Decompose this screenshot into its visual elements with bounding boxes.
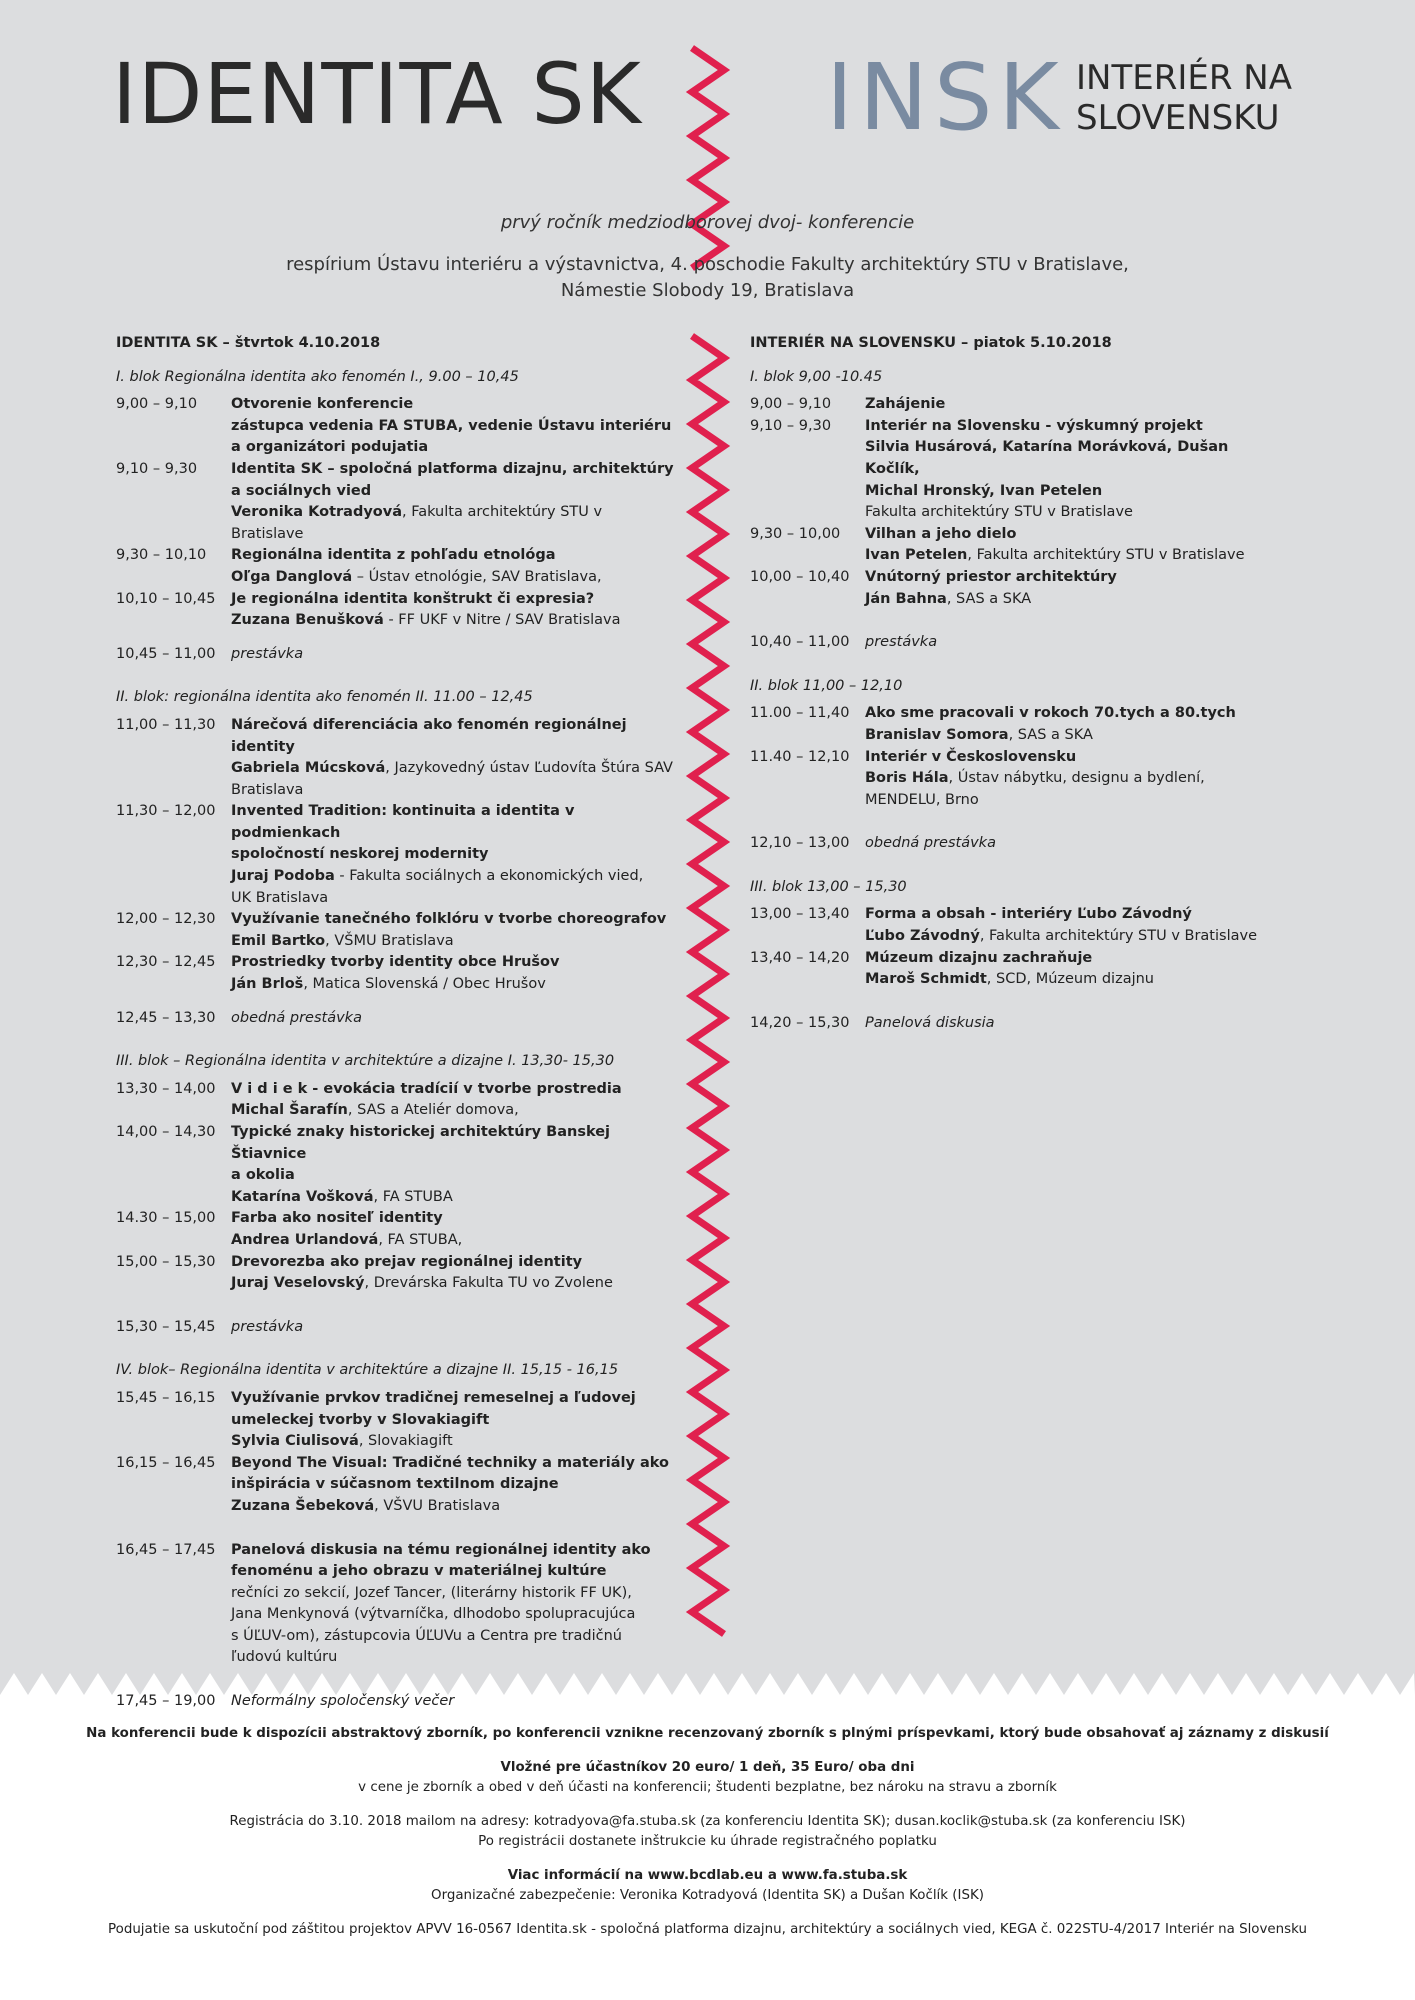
time: 11.00 – 11,40 <box>750 705 850 722</box>
identita-sk-title: IDENTITA SK <box>112 45 642 143</box>
time: 9,30 – 10,10 <box>116 547 207 564</box>
speaker-affiliation-cont: MENDELU, Brno <box>865 791 979 808</box>
block-title: IV. blok– Regionálna identita v architektúre a dizajne II. 15,15 - 16,15 <box>116 1362 619 1379</box>
time: 13,00 – 13,40 <box>750 906 850 923</box>
panel-discussion-item <box>116 1540 676 1670</box>
panel-title: Panelová diskusia na tému regionálnej identity ako <box>231 1541 651 1558</box>
time: 15,45 – 16,15 <box>116 1389 216 1406</box>
panel-detail: Jana Menkynová (výtvarníčka, dlhodobo spolupracujúca <box>231 1606 636 1623</box>
time: 14,20 – 15,30 <box>750 1014 850 1031</box>
zigzag-lower-line <box>692 336 724 1634</box>
block-title: II. blok 11,00 – 12,10 <box>750 677 903 694</box>
fee-detail: v cene je zborník a obed v deň účasti na konferencii; študenti bezplatne, bez nároku na stravu a zborník <box>358 1780 1057 1795</box>
talk-title-cont: inšpirácia v súčasnom textilnom dizajne <box>231 1476 559 1493</box>
speaker-name: Andrea Urlandová <box>231 1231 379 1248</box>
more-info-links: Viac informácií na www.bcdlab.eu a www.fa.stuba.sk <box>507 1868 908 1883</box>
venue-line2: Námestie Slobody 19, Bratislava <box>560 280 855 301</box>
speaker-name: Zuzana Benušková <box>231 612 384 629</box>
speaker-affiliation-cont: UK Bratislava <box>231 889 329 906</box>
block-title: III. blok 13,00 – 15,30 <box>750 878 907 895</box>
talk-title: Prostriedky tvorby identity obce Hrušov <box>231 954 560 971</box>
time: 9,30 – 10,00 <box>750 525 841 542</box>
zigzag-upper-line <box>692 48 724 268</box>
panel-label: Panelová diskusia <box>865 1014 995 1031</box>
break-item <box>116 1317 676 1339</box>
time: 10,45 – 11,00 <box>116 645 216 662</box>
talk-title: Regionálna identita z pohľadu etnológa <box>231 547 556 564</box>
speaker-name: Branislav Somora <box>865 726 1009 743</box>
program-item <box>116 952 676 995</box>
program-item <box>116 1252 676 1295</box>
break-label: obedná prestávka <box>865 835 996 852</box>
speaker-affiliation: , SCD, Múzeum dizajnu <box>986 971 1154 988</box>
speaker-affiliation: , VŠMU Bratislava <box>325 932 454 949</box>
talk-title: Typické znaky historickej architektúry Banskej Štiavnice <box>231 1124 611 1162</box>
program-item <box>116 394 676 459</box>
break-label: prestávka <box>231 1318 304 1335</box>
talk-title: Beyond The Visual: Tradičné techniky a materiály ako <box>231 1454 670 1471</box>
proceedings-note: Na konferencii bude k dispozícii abstraktový zborník, po konferencii vznikne recenzovaný zborník s plnými príspevkami, ktorý bude obsahovať aj záznamy z diskusií <box>86 1726 1329 1741</box>
time: 14,00 – 14,30 <box>116 1124 216 1140</box>
speaker-name: Ivan Petelen <box>865 547 968 564</box>
speaker-name: Ján Bahna <box>865 590 947 607</box>
speaker-name: Sylvia Ciulisová <box>231 1433 359 1450</box>
talk-title: Forma a obsah - interiéry Ľubo Závodný <box>865 906 1192 923</box>
speaker-affiliation: , Fakulta architektúry STU v Bratislave <box>231 504 603 542</box>
insk-subtitle-line2: SLOVENSKU <box>1076 98 1280 138</box>
time: 12,10 – 13,00 <box>750 835 850 852</box>
program-item <box>116 1208 676 1251</box>
time: 9,00 – 9,10 <box>116 396 198 413</box>
program-item <box>116 1122 676 1208</box>
time: 13,40 – 14,20 <box>750 949 850 966</box>
time: 11,30 – 12,00 <box>116 803 216 820</box>
talk-title: Múzeum dizajnu zachraňuje <box>865 949 1093 966</box>
break-label: prestávka <box>865 634 938 651</box>
program-item <box>750 567 1270 610</box>
program-item <box>116 1388 676 1453</box>
talk-title: Identita SK – spoločná platforma dizajnu, architektúry <box>231 460 674 477</box>
speaker-name: Michal Šarafín <box>231 1102 348 1119</box>
speaker-affiliation: – Ústav etnológie, SAV Bratislava, <box>352 568 602 585</box>
speaker-names: Michal Hronský, Ivan Petelen <box>865 482 1103 499</box>
talk-title-cont: a sociálnych vied <box>231 482 372 499</box>
venue-info <box>0 252 1415 304</box>
day-title: INTERIÉR NA SLOVENSKU – piatok 5.10.2018 <box>750 335 1112 351</box>
day-title: IDENTITA SK – štvrtok 4.10.2018 <box>116 335 381 351</box>
panel-discussion-item <box>750 1013 1270 1035</box>
time: 11.40 – 12,10 <box>750 748 850 765</box>
speaker-names: Silvia Husárová, Katarína Morávková, Dušan Kočlík, <box>865 439 1229 477</box>
speaker-affiliation: , Matica Slovenská / Obec Hrušov <box>303 976 546 993</box>
speaker-affiliation: , FA STUBA, <box>378 1231 463 1248</box>
speaker-affiliation: - FF UKF v Nitre / SAV Bratislava <box>383 612 621 629</box>
registration-detail: Po registrácii dostanete inštrukcie ku úhrade registračného poplatku <box>478 1834 937 1849</box>
program-item <box>116 1453 676 1518</box>
speaker-name: Maroš Schmidt <box>865 971 987 988</box>
speaker-name: Oľga Danglová <box>231 568 353 585</box>
talk-title: Nárečová diferenciácia ako fenomén regionálnej identity <box>231 716 627 755</box>
talk-title: Ako sme pracovali v rokoch 70.tych a 80.tych <box>865 705 1236 722</box>
program-item <box>116 801 676 909</box>
speaker-name: Ľubo Závodný <box>865 928 980 945</box>
time: 14.30 – 15,00 <box>116 1210 216 1227</box>
talk-title: Využívanie prvkov tradičnej remeselnej a ľudovej <box>231 1389 636 1406</box>
time: 10,40 – 11,00 <box>750 634 850 651</box>
time: 9,00 – 9,10 <box>750 396 832 413</box>
talk-title-cont: spoločností neskorej modernity <box>231 846 489 863</box>
venue-line1: respírium Ústavu interiéru a výstavnictva, 4. poschodie Fakulty architektúry STU v Bratislave, <box>286 254 1129 275</box>
break-label: obedná prestávka <box>231 1009 362 1026</box>
break-item <box>116 644 676 666</box>
time: 9,10 – 9,30 <box>116 460 198 477</box>
speaker-affiliation: , SAS a Ateliér domova, <box>347 1102 519 1119</box>
talk-title: Vnútorný priestor architektúry <box>865 568 1117 585</box>
talk-title: Otvorenie konferencie <box>231 396 414 413</box>
program-item <box>750 394 1270 416</box>
program-item <box>750 747 1270 812</box>
program-item <box>116 459 676 545</box>
speaker-affiliation: , Ústav nábytku, designu a bydlení, <box>948 770 1205 787</box>
registration-info: Registrácia do 3.10. 2018 mailom na adresy: kotradyova@fa.stuba.sk (za konferenciu Identita SK); dusan.koclik@stuba.sk (za konferenciu ISK) <box>229 1814 1186 1829</box>
speaker-name: Ján Brloš <box>231 976 304 993</box>
speaker-affiliation: , Slovakiagift <box>358 1433 453 1450</box>
speaker-affiliation: Fakulta architektúry STU v Bratislave <box>865 504 1133 521</box>
time: 12,45 – 13,30 <box>116 1009 216 1026</box>
time: 16,45 – 17,45 <box>116 1541 216 1558</box>
speaker-name: Emil Bartko <box>231 932 326 949</box>
talk-detail: a organizátori podujatia <box>231 439 429 456</box>
program-item <box>750 524 1270 567</box>
program-interier-na-slovensku <box>750 333 1270 1034</box>
sponsorship-note: Podujatie sa uskutoční pod záštitou projektov APVV 16-0567 Identita.sk - spoločná platforma dizajnu, architektúry a sociálnych vied, KEGA č. 022STU-4/2017 Interiér na Slovensku <box>108 1922 1307 1937</box>
speaker-affiliation: , Fakulta architektúry STU v Bratislave <box>979 928 1257 945</box>
talk-title: Invented Tradition: kontinuita a identita v podmienkach <box>231 803 575 841</box>
speaker-affiliation: , SAS a SKA <box>946 590 1032 607</box>
speaker-name: Gabriela Múcsková <box>231 760 386 777</box>
insk-logo-subtitle <box>1076 58 1292 138</box>
speaker-affiliation: , Fakulta architektúry STU v Bratislave <box>967 547 1245 564</box>
program-item <box>116 589 676 632</box>
speaker-affiliation: , Jazykovedný ústav Ľudovíta Štúra SAV <box>385 760 673 777</box>
talk-title-cont: umeleckej tvorby v Slovakiagift <box>231 1411 490 1428</box>
talk-title: Interiér v Československu <box>865 748 1077 765</box>
program-item <box>116 545 676 588</box>
program-item <box>116 715 676 801</box>
talk-title: V i d i e k - evokácia tradícií v tvorbe prostredia <box>231 1080 622 1097</box>
time: 15,00 – 15,30 <box>116 1253 216 1270</box>
time: 9,10 – 9,30 <box>750 417 832 434</box>
time: 10,10 – 10,45 <box>116 590 216 607</box>
insk-subtitle-line1: INTERIÉR NA <box>1076 58 1292 98</box>
talk-title: Interiér na Slovensku - výskumný projekt <box>865 417 1203 434</box>
speaker-name: Boris Hála <box>865 770 949 787</box>
speaker-affiliation: , SAS a SKA <box>1008 726 1093 743</box>
speaker-affiliation-cont: Bratislava <box>231 781 304 798</box>
insk-logo: INSK <box>826 44 1065 151</box>
talk-title-cont: a okolia <box>231 1167 295 1184</box>
break-item <box>750 833 1270 855</box>
evening-label: Neformálny spoločenský večer <box>231 1693 455 1710</box>
break-item <box>750 632 1270 654</box>
time: 16,15 – 16,45 <box>116 1454 216 1471</box>
block-title: I. blok Regionálna identita ako fenomén I., 9.00 – 10,45 <box>116 368 519 385</box>
talk-title: Vilhan a jeho dielo <box>865 525 1017 542</box>
program-item <box>750 703 1270 746</box>
speaker-name: Juraj Podoba <box>231 868 335 885</box>
speaker-name: Katarína Vošková <box>231 1188 374 1205</box>
fee-info: Vložné pre účastníkov 20 euro/ 1 deň, 35 Euro/ oba dni <box>500 1760 915 1775</box>
time: 11,00 – 11,30 <box>116 716 216 733</box>
break-label: prestávka <box>231 645 304 662</box>
conference-subtitle: prvý ročník medziodborovej dvoj- konferencie <box>500 212 915 233</box>
panel-title-cont: fenoménu a jeho obrazu v materiálnej kultúre <box>231 1563 607 1580</box>
time: 13,30 – 14,00 <box>116 1080 216 1097</box>
speaker-affiliation: - Fakulta sociálnych a ekonomických vied, <box>334 868 644 885</box>
talk-detail: zástupca vedenia FA STUBA, vedenie Ústavu interiéru <box>231 417 672 434</box>
program-item <box>116 909 676 952</box>
block-title: III. blok – Regionálna identita v architektúre a dizajne I. 13,30- 15,30 <box>116 1053 615 1070</box>
time: 12,00 – 12,30 <box>116 911 216 928</box>
talk-title: Využívanie tanečného folklóru v tvorbe choreografov <box>231 911 667 928</box>
panel-detail: ľudovú kultúru <box>231 1649 338 1666</box>
evening-item <box>116 1691 676 1713</box>
time: 17,45 – 19,00 <box>116 1693 216 1710</box>
block-title: II. blok: regionálna identita ako fenomén II. 11.00 – 12,45 <box>116 689 533 706</box>
organizers: Organizačné zabezpečenie: Veronika Kotradyová (Identita SK) a Dušan Kočlík (ISK) <box>431 1888 984 1903</box>
panel-detail: rečníci zo sekcií, Jozef Tancer, (literárny historik FF UK), <box>231 1584 632 1601</box>
speaker-affiliation: , VŠVU Bratislava <box>374 1497 501 1514</box>
program-item <box>750 416 1270 524</box>
program-identita-sk <box>116 333 676 1713</box>
footer-info <box>0 1724 1415 1940</box>
talk-title: Farba ako nositeľ identity <box>231 1210 443 1227</box>
program-item <box>116 1079 676 1122</box>
talk-title: Drevorezba ako prejav regionálnej identity <box>231 1253 583 1270</box>
program-item <box>750 904 1270 947</box>
program-item <box>750 948 1270 991</box>
panel-detail: s ÚĽUV-om), zástupcovia ÚĽUVu a Centra pre tradičnú <box>231 1627 622 1644</box>
time: 12,30 – 12,45 <box>116 954 216 971</box>
talk-title: Zahájenie <box>865 396 946 413</box>
time: 10,00 – 10,40 <box>750 568 850 585</box>
speaker-affiliation: , FA STUBA <box>373 1188 453 1205</box>
block-title: I. blok 9,00 -10.45 <box>750 368 883 385</box>
speaker-name: Zuzana Šebeková <box>231 1497 375 1514</box>
speaker-name: Veronika Kotradyová <box>231 504 402 521</box>
speaker-name: Juraj Veselovský <box>231 1275 365 1292</box>
talk-title: Je regionálna identita konštrukt či expresia? <box>231 590 595 607</box>
break-item <box>116 1008 676 1030</box>
speaker-affiliation: , Drevárska Fakulta TU vo Zvolene <box>364 1275 613 1292</box>
time: 15,30 – 15,45 <box>116 1318 216 1335</box>
